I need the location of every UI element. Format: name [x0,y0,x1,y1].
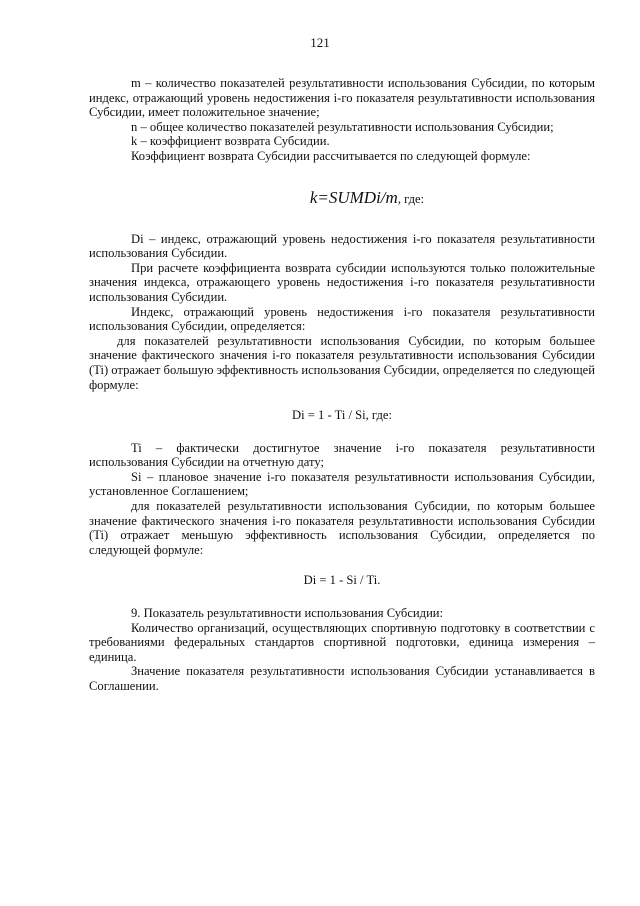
definition-n: n – общее количество показателей результативности использования Субсидии; [131,119,554,134]
index-intro: Индекс, отражающий уровень недостижения i-го показателя результативности использования Субсидии, определяется: [89,304,595,334]
case-greater-paragraph: для показателей результативности использования Субсидии, по которым большее значение фактического значения i-го показателя результативности использования Субсидии (Ti) отражает большую эффективность использования Субсидии, определяется по следующей формуле: [89,333,595,392]
definition-k: k – коэффициент возврата Субсидии. [131,134,330,149]
definition-m: m – количество показателей результативности использования Субсидии, по которым индекс, отражающий уровень недостижения i-го показателя результативности использования Субсидии, имеет положительное значение; [89,76,595,120]
value-set-note: Значение показателя результативности использования Субсидии устанавливается в Соглашении. [89,664,595,693]
definition-ti: Ti – фактически достигнутое значение i-го показателя результативности использования Субсидии на отчетную дату; [89,440,595,470]
definition-si: Si – плановое значение i-го показателя результативности использования Субсидии, установленное Соглашением; [89,469,595,499]
formula-k [89,178,595,218]
page-number: 121 [310,35,330,50]
formula-k-suffix: , где: [397,191,425,206]
k-formula-intro: Коэффициент возврата Субсидии рассчитывается по следующей формуле: [131,148,531,163]
formula-k-expression: k=SUMDi/m [309,187,398,207]
page-body [89,76,595,694]
section-9-heading: 9. Показатель результативности использования Субсидии: [131,606,444,621]
definition-di: Di – индекс, отражающий уровень недостижения i-го показателя результативности использования Субсидии. [89,231,595,261]
indicator-description: Количество организаций, осуществляющих спортивную подготовку в соответствии с требованиями федеральных стандартов спортивной подготовки, единица измерения – единица. [89,620,595,664]
formula-d-greater: Di = 1 - Ti / Si, где: [292,408,392,423]
formula-d-lesser: Di = 1 - Si / Ti. [303,573,381,588]
case-lesser-paragraph: для показателей результативности использования Субсидии, по которым большее значение фактического значения i-го показателя результативности использования Субсидии (Ti) отражает меньшую эффективность использования Субсидии, определяется по следующей формуле: [89,499,595,557]
positive-values-note: При расчете коэффициента возврата субсидии используются только положительные значения индекса, отражающего уровень недостижения i-го показателя результативности использования Субсидии. [89,260,595,304]
